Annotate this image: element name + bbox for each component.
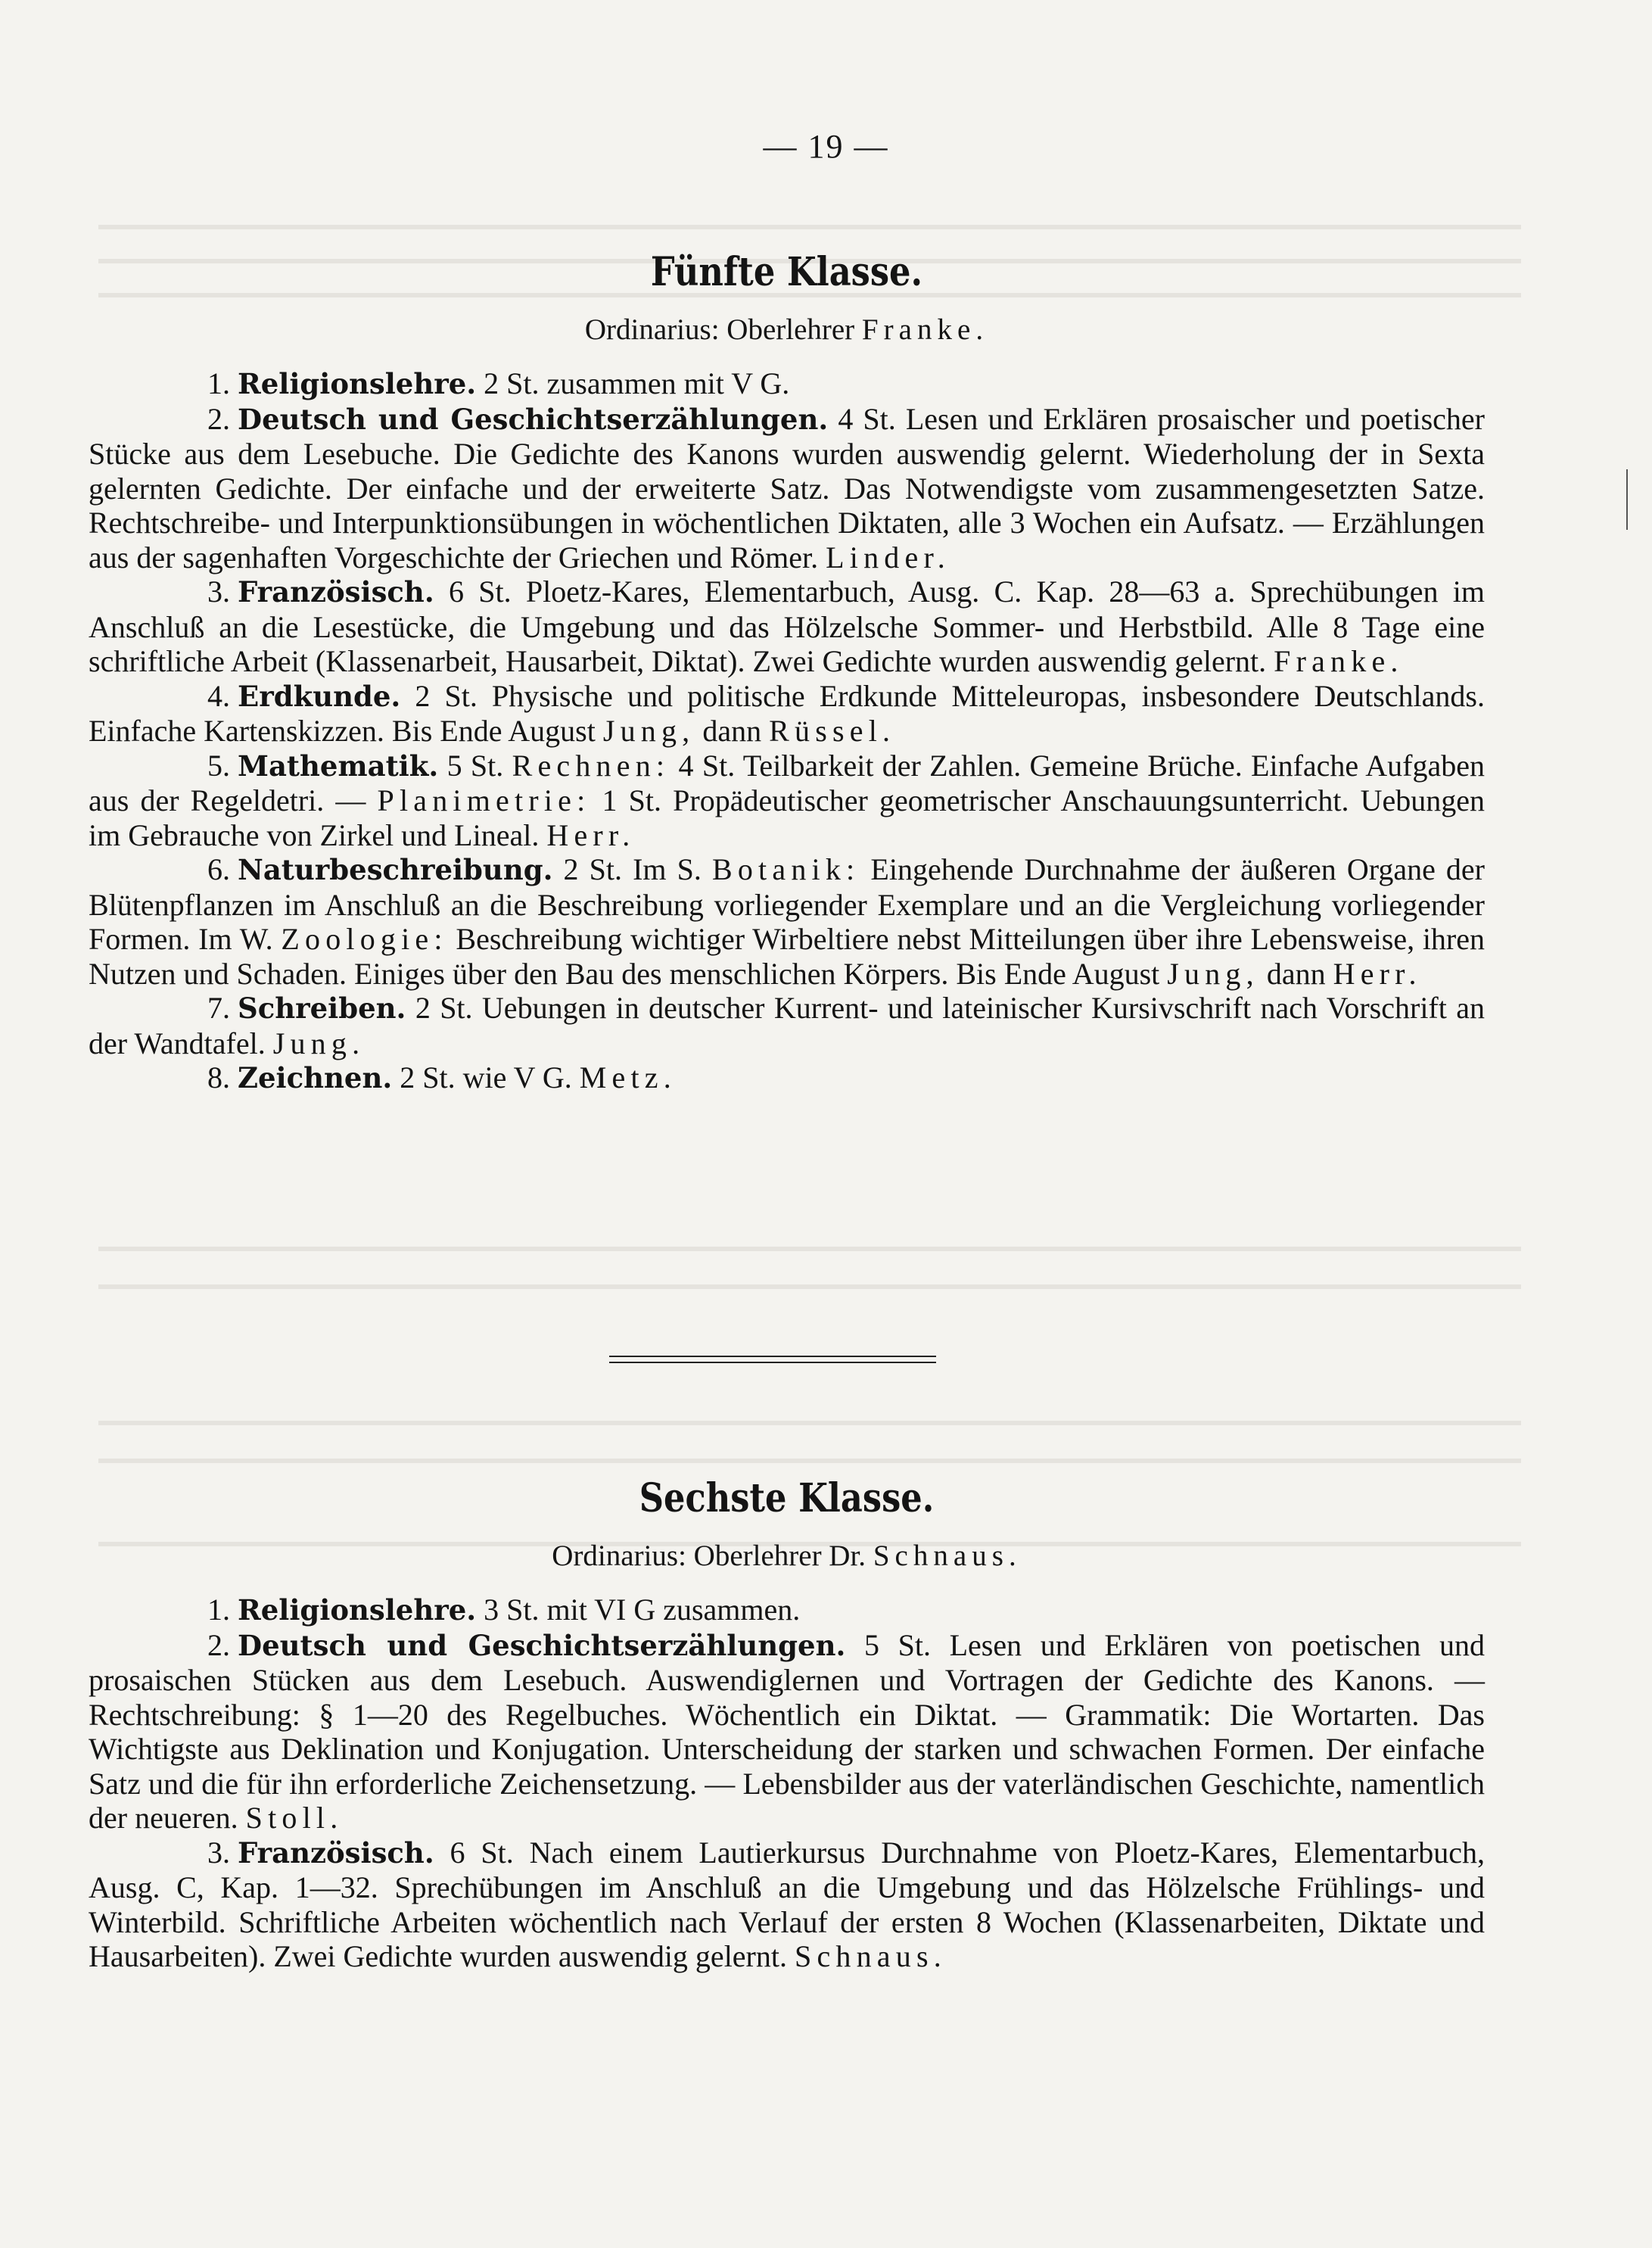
subject-paragraph [89, 366, 1485, 402]
subject-paragraph [89, 574, 1485, 679]
item-list [89, 1593, 1485, 1974]
paragraph-text: 4 St. Lesen und Erklären prosaischer und poetischer Stücke aus dem Lesebuche. Die Gedichte des Kanons wurden auswendig gelernt. Wiederholung der in Sexta gelernten Gedichte. Der einfache und der erweiterte Satz. Das Notwendigste vom zusammengesetzten Satze. Rechtschreibe- und Interpunktionsübungen in wöchentlichen Diktaten, alle 3 Wochen ein Aufsatz. — Erzählungen aus der sagenhaften Vorgeschichte der Griechen und Römer. [89, 401, 1486, 574]
item-number: 1. [207, 366, 230, 400]
paragraph-text: Eingehende Durchnahme der äußeren Organe der Blütenpflanzen im Anschluß an die Beschreibung vorliegender Exemplare und an die Vergleichung vorliegender Formen. Im W. [89, 852, 1485, 956]
spaced-name: Stoll. [245, 1801, 344, 1835]
subject-title: Französisch. [238, 1835, 434, 1870]
subject-title: Mathematik. [238, 749, 439, 783]
paragraph-text: 2 St. Im S. [552, 852, 712, 886]
ordinarius-name: Franke. [861, 313, 989, 346]
section-fuenfte-klasse [89, 250, 1485, 1096]
paragraph-text: 6 St. Nach einem Lautierkursus Durchnahme von Ploetz-Kares, Elementarbuch, Ausg. C, Kap. 1—32. Sprechübungen im Anschluß an die Umgebung und das Hölzelsche Frühlings- und Winterbild. Schriftliche Arbeiten wöchentlich nach Verlauf der ersten 8 Wochen (Klassenarbeiten, Diktate und Hausarbeiten). Zwei Gedichte wurden auswendig gelernt. [89, 1835, 1485, 1973]
item-number: 2. [207, 1627, 230, 1662]
spaced-name: Linder. [826, 540, 950, 574]
item-number: 3. [207, 574, 230, 609]
paragraph-text: 6 St. Ploetz-Kares, Elementarbuch, Ausg. C. Kap. 28—63 a. Sprechübungen im Anschluß an die Lesestücke, die Umgebung und das Hölzelsche Sommer- und Herbstbild. Alle 8 Tage eine schriftliche Arbeit (Klassenarbeit, Hausarbeit, Diktat). Zwei Gedichte wurden auswendig gelernt. [89, 574, 1485, 678]
subject-paragraph [89, 852, 1485, 991]
spaced-name: Botanik: [711, 852, 860, 886]
spaced-name: Jung. [272, 1026, 366, 1060]
paragraph-text: 1 St. Propädeutischer geometrischer Anschauungsunterricht. Uebungen im Gebrauche von Zirkel und Lineal. [89, 783, 1485, 852]
paragraph-text: 4 St. Teilbarkeit der Zahlen. Gemeine Brüche. Einfache Aufgaben aus der Regeldetri. — [89, 748, 1485, 817]
paragraph-text: 2 St. zusammen mit V G. [476, 366, 790, 400]
item-number: 7. [207, 991, 230, 1025]
item-number: 5. [207, 748, 230, 783]
spaced-name: Planimetrie: [377, 783, 591, 817]
spaced-name: Jung, [602, 714, 695, 748]
subject-paragraph [89, 402, 1485, 575]
paragraph-text: 5 St. [438, 748, 512, 783]
subject-title: Deutsch und Geschichtserzählungen. [238, 402, 829, 436]
ordinarius-name: Schnaus. [873, 1540, 1022, 1572]
subject-paragraph [89, 1628, 1485, 1835]
item-number: 1. [207, 1593, 230, 1627]
subject-title: Schreiben. [238, 992, 406, 1025]
subject-paragraph [89, 1060, 1485, 1096]
subject-paragraph [89, 991, 1485, 1060]
item-number: 8. [207, 1060, 230, 1094]
paragraph-text: 2 St. Physische und politische Erdkunde Mitteleuropas, insbesondere Deutschlands. Einfache Kartenskizzen. Bis Ende August [89, 678, 1485, 748]
subject-title: Erdkunde. [238, 679, 401, 713]
paragraph-text: 5 St. Lesen und Erklären von poetischen und prosaischen Stücken aus dem Lesebuch. Auswendiglernen und Vortragen der Gedichte des Kanons. — Rechtschreibung: § 1—20 des Regelbuches. Wöchentlich ein Diktat. — Grammatik: Die Wortarten. Das Wichtigste aus Deklination und Konjugation. Unterscheidung der starken und schwachen Formen. Der einfache Satz und die für ihn erforderliche Zeichensetzung. — Lebensbilder aus der vaterländischen Geschichte, namentlich der neueren. [89, 1627, 1486, 1835]
spaced-name: Metz. [579, 1060, 677, 1094]
item-number: 4. [207, 678, 230, 713]
item-number: 6. [207, 852, 230, 886]
paragraph-text: 2 St. wie V G. [392, 1060, 580, 1094]
spaced-name: Jung, [1167, 956, 1259, 991]
ordinarius-label: Ordinarius: Oberlehrer Dr. [552, 1540, 866, 1572]
subject-paragraph [89, 1835, 1485, 1974]
paragraph-text: 2 St. Uebungen in deutscher Kurrent- und lateinischer Kursivschrift nach Vorschrift an der Wandtafel. [89, 991, 1485, 1060]
subject-paragraph [89, 749, 1485, 853]
ordinarius-line [89, 312, 1485, 348]
paragraph-text: Beschreibung wichtiger Wirbeltiere nebst Mitteilungen über ihre Lebensweise, ihren Nutzen und Schaden. Einiges über den Bau des menschlichen Körpers. Bis Ende August [89, 922, 1485, 991]
subject-paragraph [89, 1593, 1485, 1628]
subject-title: Religionslehre. [238, 1593, 477, 1627]
spaced-name: Herr. [1333, 956, 1422, 991]
item-list [89, 366, 1485, 1096]
spaced-name: Schnaus. [795, 1939, 947, 1973]
spaced-name: Franke. [1274, 644, 1404, 678]
spaced-name: Rüssel. [769, 714, 896, 748]
paragraph-text: dann [695, 714, 770, 748]
subject-title: Deutsch und Geschichtserzählungen. [238, 1628, 846, 1662]
item-number: 2. [207, 401, 230, 436]
subject-paragraph [89, 679, 1485, 749]
section-divider [609, 1356, 936, 1363]
paragraph-text: dann [1258, 956, 1333, 991]
ordinarius-label: Ordinarius: Oberlehrer [584, 313, 855, 346]
section-title: Sechste Klasse. [639, 1475, 935, 1521]
subject-title: Naturbeschreibung. [238, 853, 553, 886]
ordinarius-line [89, 1538, 1485, 1574]
section-sechste-klasse [89, 1476, 1485, 1974]
spaced-name: Rechnen: [512, 748, 670, 783]
subject-title: Französisch. [238, 575, 434, 609]
spaced-name: Herr. [546, 817, 636, 852]
paragraph-text: 3 St. mit VI G zusammen. [476, 1593, 801, 1627]
section-title: Fünfte Klasse. [650, 249, 923, 295]
subject-title: Zeichnen. [238, 1061, 393, 1094]
page-number: — 19 — [763, 128, 889, 165]
item-number: 3. [207, 1835, 230, 1870]
spaced-name: Zoologie: [281, 922, 448, 956]
subject-title: Religionslehre. [238, 367, 477, 400]
